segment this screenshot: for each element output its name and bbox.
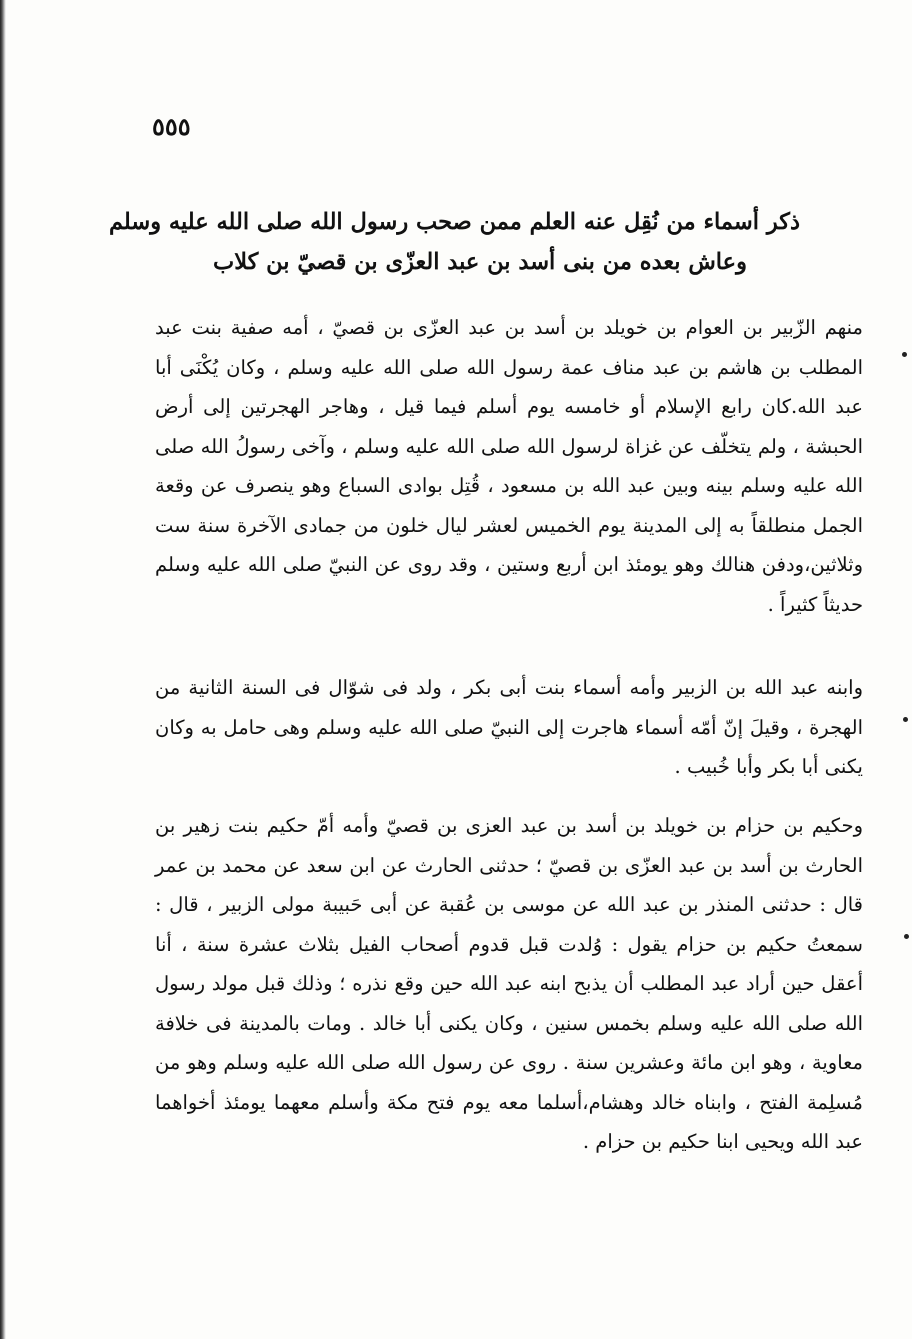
paragraph-hakim-ibn-hizam: وحكيم بن حزام بن خويلد بن أسد بن عبد العزى بن قصيّ وأمه أمّ حكيم بنت زهير بن الحارث بن أسد بن عبد العزّى بن قصيّ ؛ حدثنى الحارث عن ابن سعد عن محمد بن عمر قال : حدثنى المنذر بن عبد الله عن موسى بن عُقبة عن أبى حَبيبة مولى الزبير ، قال : سمعتُ حكيم بن حزام يقول : وُلدت قبل قدوم أصحاب الفيل بثلاث عشرة سنة ، أنا أعقل حين أراد عبد المطلب أن يذبح ابنه عبد الله حين وقع نذره ؛ وذلك قبل مولد رسول الله صلى الله عليه وسلم بخمس سنين ، وكان يكنى أبا خالد . ومات بالمدينة فى خلافة معاوية ، وهو ابن مائة وعشرين سنة . روى عن رسول الله صلى الله عليه وسلم وهو من مُسلِمة الفتح ، وابناه خالد وهشام،أسلما معه يوم فتح مكة وأسلم معهما يومئذ أخواهما عبد الله ويحيى ابنا حكيم بن حزام . — [155, 814, 863, 1153]
paragraph-zubayr: منهم الزّبير بن العوام بن خويلد بن أسد بن عبد العزّى بن قصيّ ، أمه صفية بنت عبد المطلب بن هاشم بن عبد مناف عمة رسول الله صلى الله عليه وسلم ، وكان يُكْنَى أبا عبد الله.كان رابع الإسلام أو خامسه يوم أسلم فيما قيل ، وهاجر الهجرتين إلى أرض الحبشة ، ولم يتخلّف عن غزاة لرسول الله صلى الله عليه وسلم ، وآخى رسولُ الله صلى الله عليه وسلم بينه وبين عبد الله بن مسعود ، قُتِل بوادى السباع وهو ينصرف عن وقعة الجمل منطلقاً به إلى المدينة يوم الخميس لعشر ليال خلون من جمادى الآخرة سنة ست وثلاثين،ودفن هنالك وهو يومئذ ابن أربع وستين ، وقد روى عن النبيّ صلى الله عليه وسلم حديثاً كثيراً . — [155, 316, 863, 616]
heading-line-2: وعاش بعده من بنى أسد بن عبد العزّى بن قصيّ بن كلاب — [213, 249, 747, 275]
paragraph-abdullah-ibn-zubayr: وابنه عبد الله بن الزبير وأمه أسماء بنت أبى بكر ، ولد فى شوّال فى السنة الثانية من الهجرة ، وقيلَ إنّ أمّه أسماء هاجرت إلى النبيّ صلى الله عليه وسلم وهى حامل به وكان يكنى أبا بكر وأبا خُبيب . — [155, 676, 863, 778]
section-heading — [108, 202, 800, 282]
margin-mark — [904, 934, 909, 939]
heading-line-1: ذكر أسماء من نُقِل عنه العلم ممن صحب رسول الله صلى الله عليه وسلم — [108, 209, 800, 235]
page-binding-edge — [0, 0, 6, 1339]
page-number: ٥٥٥ — [152, 112, 191, 141]
margin-mark — [903, 717, 908, 722]
margin-mark — [902, 352, 907, 357]
